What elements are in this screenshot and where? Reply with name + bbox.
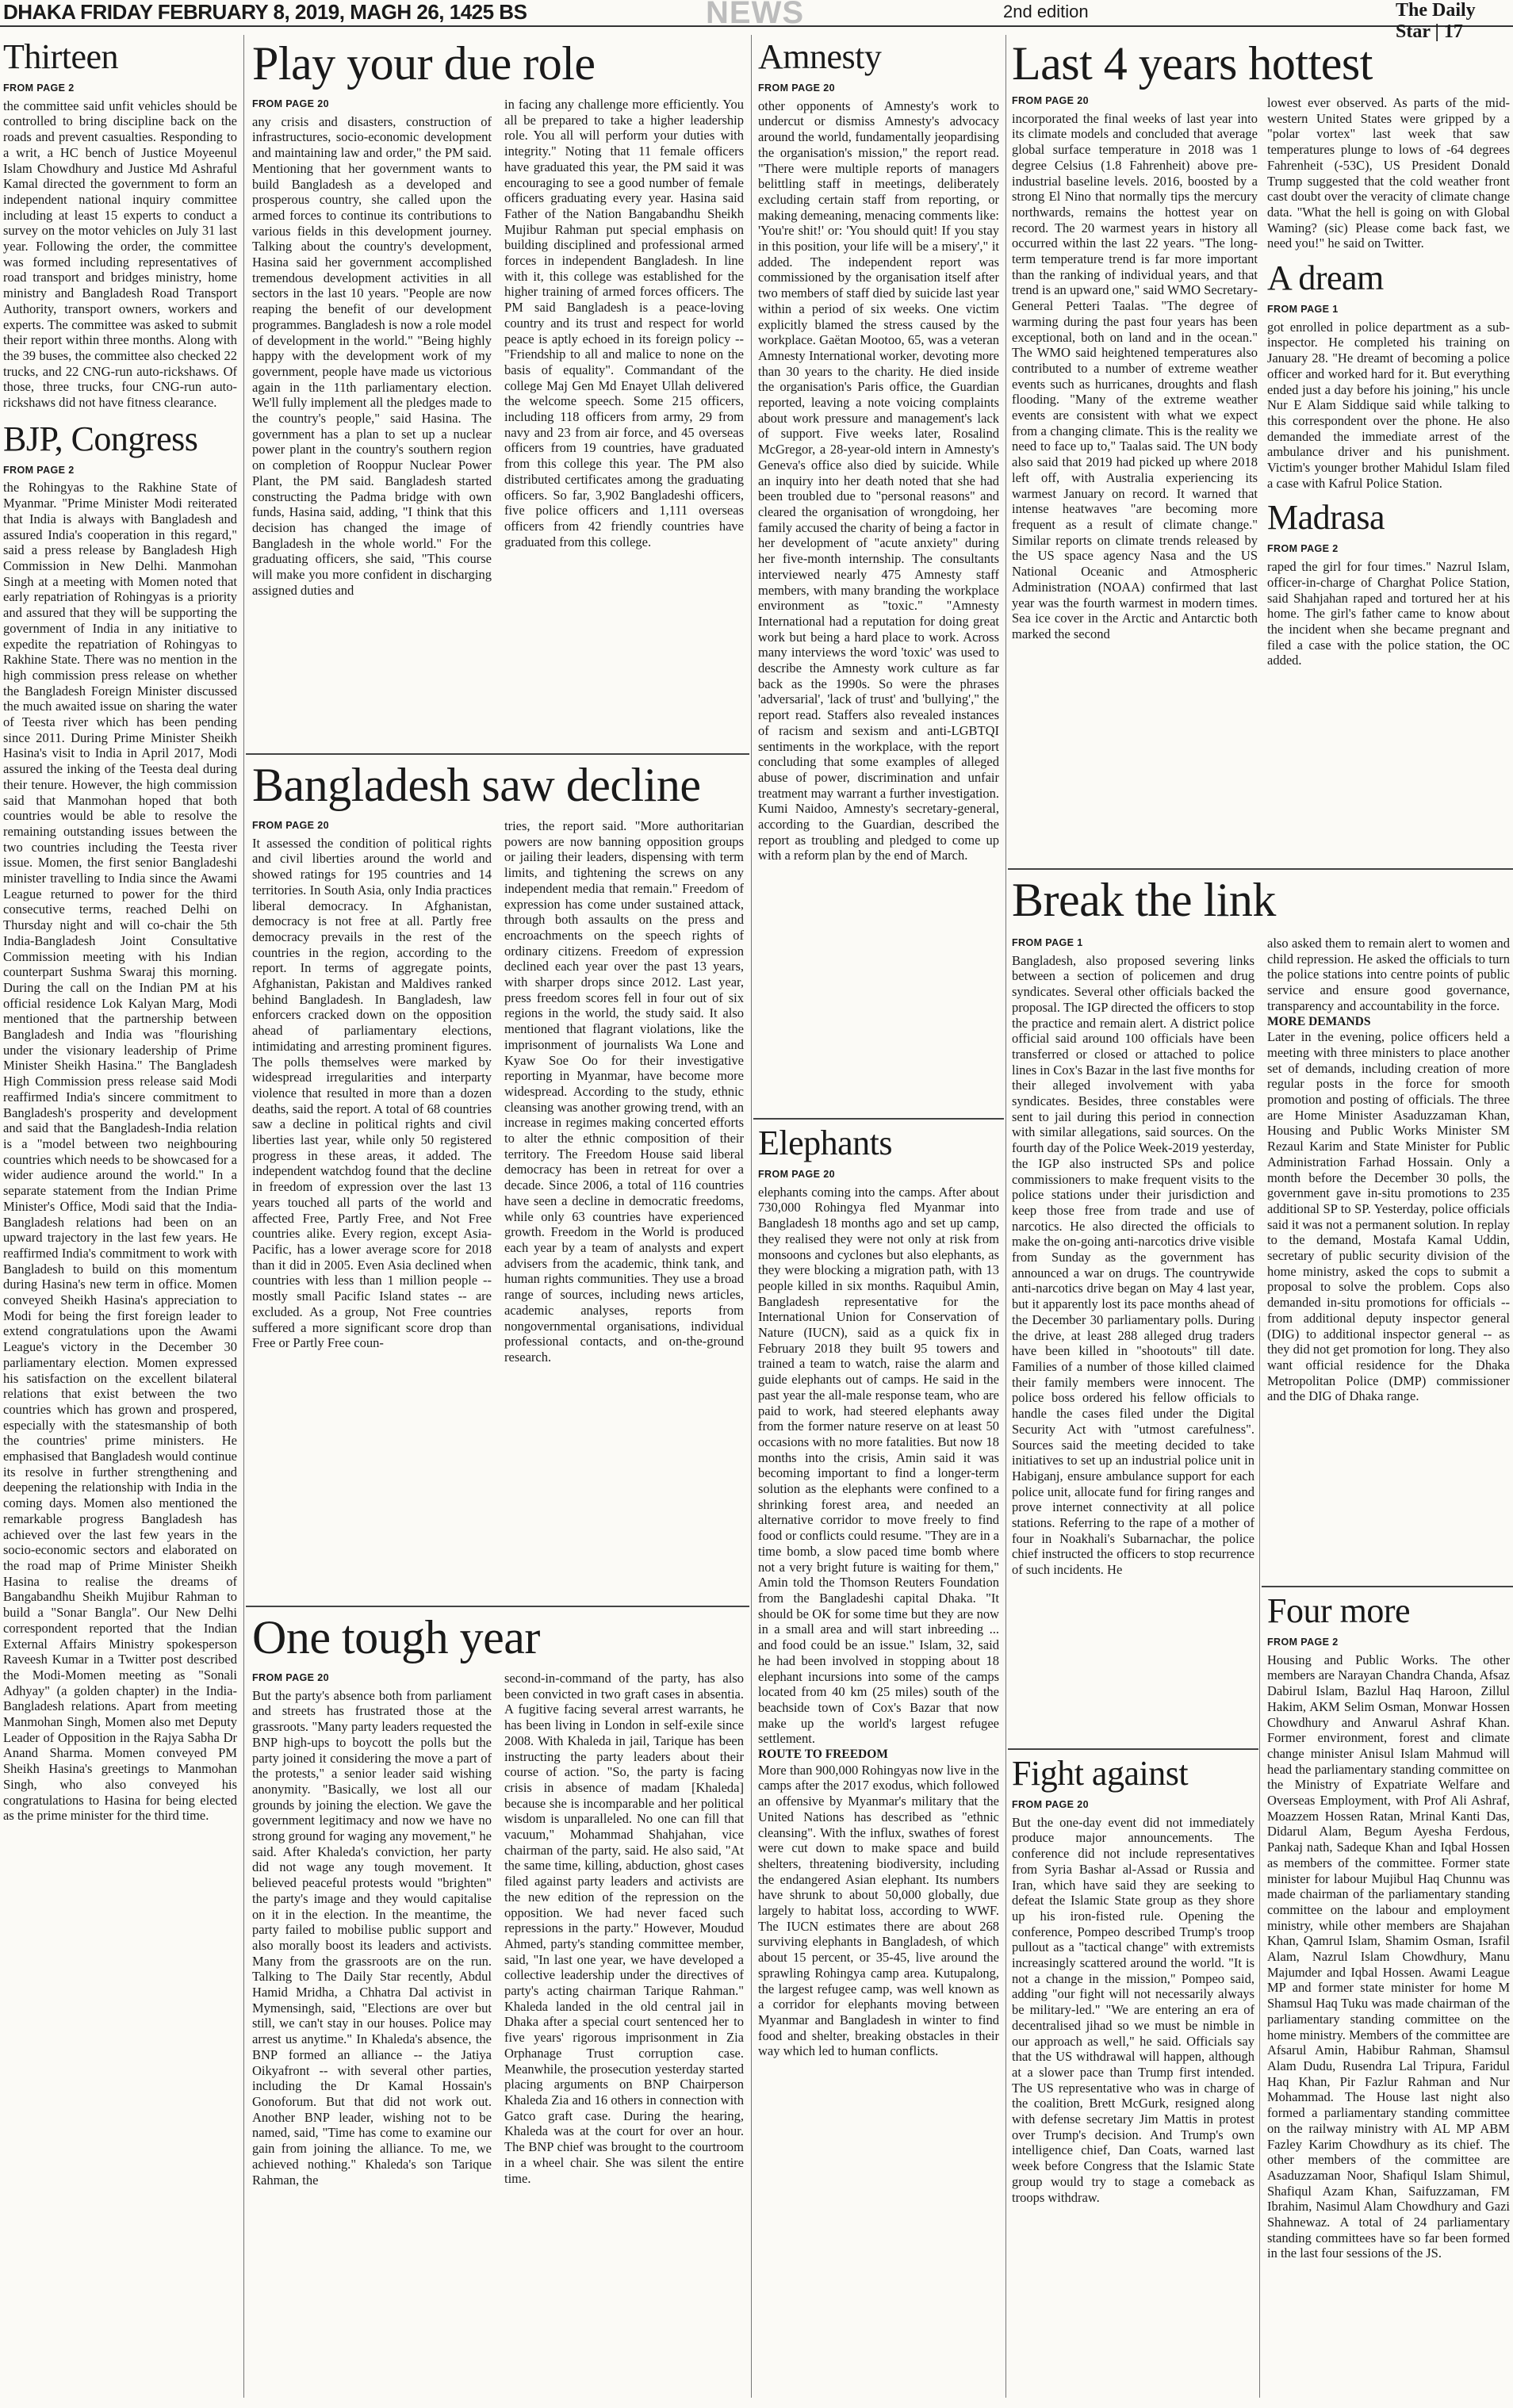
headline: One tough year xyxy=(252,1611,540,1663)
headline: Thirteen xyxy=(3,37,119,76)
jump-line: FROM PAGE 20 xyxy=(1012,1799,1089,1810)
jump-line: FROM PAGE 1 xyxy=(1012,937,1083,948)
headline: Break the link xyxy=(1012,874,1276,926)
article-body: Bangladesh, also proposed severing links between a section of policemen and drug syndicates. Several other officials backed the proposal. The IGP directed the officers to stop the practice and remain alert. A district police official said around 100 officials have been transferred or closed or attached to police lines in Cox's Bazar in the last five months for their alleged involvement with yaba syndicates. Besides, three constables were sent to jail during this period in connection with similar allegations, said sources. On the fourth day of the Police Week-2019 yesterday, the IGP also instructed SPs and police commissioners to make frequent visits to the police stations under their jurisdiction and keep those free from trade and use of narcotics. He also directed the officials to make the on-going anti-narcotics drive visible from Sunday as the government has announced a war on drugs. The countrywide anti-narcotics drive began on May 4 last year, but it apparently lost its pace months ahead of the December 30 parliamentary polls. During the drive, at least 288 alleged drug traders have been killed in "shootouts" till date. Families of a number of those killed claimed their family members were innocent. The police boss ordered his fellow officials to handle the cases filed under the Digital Security Act with "utmost carefulness". Sources said the meeting decided to take initiatives to set up an industrial police unit in Habiganj, ensure ambulance support for each police unit, allocate fund for firing ranges and prove internet connectivity at all police stations. Referring to the rape of a mother of four in Noakhali's Subarnachar, the police chief instructed the officers to stop recurrence of such incidents. He xyxy=(1012,952,1254,1578)
headline: Play your due role xyxy=(252,37,596,90)
article-body: the Rohingyas to the Rakhine State of Myanmar. "Prime Minister Modi reiterated that India is always with Bangladesh and assured India's cooperation in this regard," said a press release by Bangladesh High Commission in New Delhi. Manmohan Singh at a meeting with Momen noted that early repatriation of Rohingyas is a priority and assured that they will be supporting the government of India in any initiative to expedite the repatriation of Rohingyas to Rakhine State. There was no mention in the high commission press release on whether the Bangladesh Foreign Minister discussed the much awaited issue on sharing the water of Teesta river which has been pending since 2011. During Prime Minister Sheikh Hasina's visit to India in April 2017, Modi assured the inking of the Teesta deal during their tenure. However, the high commission said that Manmohan hoped that both countries would be able to resolve the remaining outstanding issues between the two countries including the Teesta river issue. Momen, the first senior Bangladeshi minister travelling to India since the Awami League returned to power for the third consecutive terms, reached Delhi on Thursday night and will co-chair the 5th India-Bangladesh Joint Consultative Commission meeting with his Indian counterpart Sushma Swaraj this morning. During the call on the Indian PM at his official residence Lok Kalyan Marg, Modi mentioned that the partnership between Bangladesh and India was "flourishing under the visionary leadership of Prime Minister Sheikh Hasina." The Bangladesh High Commission press release said Modi reaffirmed India's sincere commitment to Bangladesh's prosperity and development and said that the Bangladesh-India relation is a "model between two neighbouring countries which needs to be showcased for a wider audience around the world." In a separate statement from the Indian Prime Minister's Office, Modi said that the India-Bangladesh relations had been on an upward trajectory in the last few years. He reaffirmed India's commitment to work with Bangladesh to build on this momentum during Hasina's new term in office. Momen conveyed Sheikh Hasina's appreciation to Modi for being the first foreign leader to extend congratulations upon the Awami League's victory in the December 30 parliamentary election. Momen expressed his satisfaction on the excellent bilateral relations that exist between the two countries which has grown and prospered, especially with the statesmanship of both the countries' prime ministers. He emphasised that Bangladesh would continue its resolve in further strengthening and deepening the relationship with India in the coming days. Momen also mentioned the remarkable progress Bangladesh has achieved over the last few years in the socio-economic sectors and elaborated on the road map of Prime Minister Sheikh Hasina to realise the dreams of Bangabandhu Sheikh Mujibur Rahman to build a "Sonar Bangla". Our New Delhi correspondent reported that the Indian External Affairs Ministry spokesperson Raveesh Kumar in a Twitter post described the Modi-Momen meeting as "Sonali Adhyay" (a golden chapter) in the India-Bangladesh relations. Apart from meeting Manmohan Singh, Momen also met Deputy Leader of Opposition in the Rajya Sabha Dr Anand Sharma. Momen conveyed PM Sheikh Hasina's greetings to Manmohan Singh, who also conveyed his congratulations to Hasina for being elected as the prime minister for the third time. xyxy=(3,480,237,1824)
article-body: lowest ever observed. As parts of the mid-western United States were gripped by a "polar vortex" last week that saw temperatures plunge to lows of -64 degrees Fahrenheit (-53C), US President Donald Trump suggested that the cold weather front cast doubt over the veracity of climate change data. "What the hell is going on with Global Waming? (sic) Please come back fast, we need you!" he said on Twitter. xyxy=(1267,95,1510,251)
article-body: in facing any challenge more efficiently. You all be prepared to take a higher leadership role. You all will perform your duties with integrity." Noting that 11 female officers have graduated this year, the PM said it was encouraging to see a good number of female officers graduating every year. Hasina said Father of the Nation Bangabandhu Sheikh Mujibur Rahman put special emphasis on building disciplined and professional armed forces in independent Bangladesh. In line with it, this college was established for the higher training of armed forces officers. The PM said Bangladesh is a peace-loving country and its trust and respect for world peace is aptly echoed in its foreign policy -- "Friendship to all and malice to none on the basis of equality". Commandant of the college Maj Gen Md Enayet Ullah delivered the welcome speech. Some 215 officers, including 118 officers from army, 29 from navy and 23 from air force, and 45 overseas officers from 19 countries, have graduated from this college this year. The PM also distributed certificates among the graduating officers. So far, 3,902 Bangladeshi officers, five police officers and 1,111 overseas officers from 42 friendly countries have graduated from this college. xyxy=(504,97,744,549)
headline: BJP, Congress xyxy=(3,419,198,458)
article-thirteen xyxy=(3,37,237,2395)
section-title: NEWS xyxy=(706,0,804,30)
dateline: DHAKA FRIDAY FEBRUARY 8, 2019, MAGH 26, 1425 BS xyxy=(3,0,527,24)
article-four xyxy=(1267,1591,1510,2395)
article-body: elephants coming into the camps. After about 730,000 Rohingya fled Myanmar into Bangladesh 18 months ago and set up camp, they realised they were not only at risk from monsoons and cyclones but also elephants, as they were blocking a migration path, with 13 people killed in six months. Raquibul Amin, Bangladesh representative for the International Union for Conservation of Nature (IUCN), said as a quick fix in February 2018 they built 95 towers and trained a team to watch, raise the alarm and guide elephants out of camps. He said in the past year the all-male response team, who are paid to work, had steered elephants away from the former nature reserve on at least 50 occasions with no more fatalities. But now 18 months into the crisis, Amin said it was becoming important to find a longer-term solution as the elephants were confined to a shrinking forest area, and needed an alternative corridor to move freely to find food or conflicts could resume. "They are in a time bomb, a slow paced time bomb where not a very bright future is waiting for them," Amin told the Thomson Reuters Foundation from the Bangladeshi capital Dhaka. "It should be OK for some time but they are now in a small area and will start inbreeding ... and food could be an issue." Islam, 32, said he had been involved in stopping about 18 elephant incursions into some of the camps located from 40 km (25 miles) south of the beachside town of Cox's Bazar that now make up the world's largest refugee settlement. xyxy=(758,1184,999,1747)
headline: Fight against xyxy=(1012,1754,1189,1793)
column-divider xyxy=(1005,35,1006,2398)
article-body: the committee said unfit vehicles should be controlled to bring discipline back on the roads and prevent casualties. Responding to a writ, a HC bench of Justice Moyeenul Islam Chowdhury and Justice Md Ashraful Kamal directed the government to form an independent national inquiry committee including at least 15 experts to conduct a survey on the motor vehicles on July 31 last year. Following the order, the committee was formed including representatives of road transport and bridges ministry, home ministry and Bangladesh Road Transport Authority, transport owners, workers and experts. The committee was asked to submit their report within three months. Along with the 39 buses, the committee also checked 22 trucks, and 22 CNG-run auto-rickshaws. Of those, three trucks, four CNG-run auto-rickshaws did not have fitness clearance. xyxy=(3,98,237,411)
jump-line: FROM PAGE 2 xyxy=(3,82,75,94)
article-body: incorporated the final weeks of last year into its climate models and concluded that average global surface temperature in 2018 was 1 degree Celsius (1.8 Fahrenheit) above pre-industrial baseline levels. 2016, boosted by a strong El Nino that normally tips the mercury northwards, remains the hottest year on record. The 20 warmest years in history all occurred within the last 22 years. "The long-term temperature trend is far more important than the ranking of individual years, and that trend is an upward one," said WMO Secretary-General Petteri Taalas. "The degree of warming during the past four years has been exceptional, both on land and in the ocean." The WMO said heightened temperatures also contributed to a number of extreme weather events such as hurricanes, droughts and flash flooding. "Many of the extreme weather events are consistent with what we expect from a changing climate. This is the reality we need to face up to," Taalas said. The UN body also said that 2019 had picked up where 2018 left off, with Australia experiencing its warmest January on record. It warned that intense heatwaves "are becoming more frequent as a result of climate change." Similar reports on climate trends released by the US space agency Nasa and the US National Oceanic and Atmospheric Administration (NOAA) confirmed that last year was the fourth warmest in modern times. Sea ice cover in the Arctic and Antarctic both marked the second xyxy=(1012,110,1258,641)
article-body: But the one-day event did not immediately produce major announcements. The conference did not include representatives from Syria Bashar al-Assad or Russia and Iran, which have said they are seeking to defeat the Islamic State group as they shore up his iron-fisted rule. Opening the conference, Pompeo described Trump's troop pullout as a "tactical change" with extremists increasingly scattered around the world. "It is not a change in the mission," Pompeo said, adding "our fight will not necessarily always be military-led." "We are entering an era of decentralised jihad so we must be nimble in our approach as well," he said. Officials say that the US withdrawal will happen, although at a slower pace than Trump first intended. The US representative who was in charge of the coalition, Brett McGurk, resigned along with defense secretary Jim Mattis in protest over Trump's decision. And Trump's own intelligence chief, Dan Coats, warned last week before Congress that the Islamic State group would try to stage a comeback as troops withdraw. xyxy=(1012,1814,1254,2205)
article-link-header xyxy=(1012,876,1511,924)
headline: Four more xyxy=(1267,1591,1411,1630)
jump-line: FROM PAGE 20 xyxy=(252,820,329,831)
article-hottest-continued xyxy=(1267,95,1510,860)
column-divider xyxy=(751,35,752,2398)
article-decline xyxy=(252,761,744,1598)
article-amnesty xyxy=(758,37,999,1110)
article-divider xyxy=(246,753,749,755)
headline: Elephants xyxy=(758,1124,893,1162)
jump-line: FROM PAGE 2 xyxy=(1267,543,1339,555)
article-body: Later in the evening, police officers held a meeting with three ministers to place another set of demands, including creation of more regular posts in the force for smooth promotion and posting of officials. The three are Home Minister Asaduzzaman Khan, Housing and Public Works Minister SM Rezaul Karim and State Minister for Public Administration Farhad Hossain. Only a month before the December 30 polls, the government gave in-situ promotions to 235 additional SP to SP. Yesterday, police officials said it was not a permanent solution. In replay to the demand, Mostafa Kamal Uddin, secretary of public security division of the home ministry, asked the cops to submit a proposal to solve the problem. Cops also demanded in-situ promotions for officials -- from additional deputy inspector general (DIG) to additional inspector general -- as they did not get promotion for long. They also want official residence for the Dhaka Metropolitan Police (DMP) commissioner and the DIG of Dhaka range. xyxy=(1267,1029,1510,1404)
article-link xyxy=(1012,929,1254,1742)
article-divider xyxy=(1008,868,1513,870)
article-body: Housing and Public Works. The other members are Narayan Chandra Chanda, Afsaz Dabirul Islam, Bazlul Haq Haroon, Zillul Hakim, AKM Selim Osman, Monwar Hossen Chowdhury and Anwarul Ashraf Khan. Former environment, forest and climate change minister Anisul Islam Mahmud will head the parliamentary standing committee on the Ministry of Expatriate Welfare and Overseas Employment, with Prof Ali Ashraf, Moazzem Hossen Ratan, Mrinal Kanti Das, Didarul Alam, Begum Ayesha Ferdous, Pankaj nath, Sadeque Khan and Iqbal Hossen as members of the committee. Former state minister for labour Mujibul Haq Chunnu was made chairman of the parliamentary standing committee on the labour and employment ministry, while other members are Shajahan Khan, Qamrul Islam, Shamim Osman, Israfil Alam, Nazrul Islam Chowdhury, Manu Majumder and Iqbal Hossen. Awami League MP and former state minister for home M Shamsul Haq Tuku was made chairman of the parliamentary standing committee on the home ministry. Members of the committee are Afsarul Amin, Habibur Rahman, Shamsul Alam Dudu, Rusendra Lal Tripura, Faridul Haq Khan, Pir Fazlur Rahman and Nur Mohammad. The House last night also formed a parliamentary standing committee on the railway ministry with AL MP ABM Fazley Karim Chowdhury as its chief. The other members of the committee are Asaduzzaman Noor, Shafiqul Islam Shimul, Shafiqul Azam Khan, Saifuzzaman, FM Ibrahim, Nasimul Alam Chowdhury and Gazi Shahnewaz. A total of 24 parliamentary standing committees have so far been formed in the last four sessions of the JS. xyxy=(1267,1652,1510,2261)
article-body: also asked them to remain alert to women and child repression. He asked the officials to turn the police stations into centre points of public service and ensure good governance, transparency and accountability in the force. xyxy=(1267,936,1510,1013)
article-divider xyxy=(1262,1586,1513,1587)
article-body: It assessed the condition of political rights and civil liberties around the world and showed ratings for 195 countries and 14 territories. In South Asia, only India practices liberal democracy. In Afghanistan, democracy is not free at all. Partly free democracy prevails in the rest of the countries in the region, according to the report. In terms of aggregate points, Afghanistan, Pakistan and Maldives ranked behind Bangladesh. In Bangladesh, law enforcers cracked down on the opposition ahead of parliamentary elections, intimidating and arresting prominent figures. The polls themselves were marked by widespread irregularities and interparty violence that resulted in more than a dozen deaths, said the report. A total of 68 countries saw a decline in political rights and civil liberties last year, while only 50 registered progress in these areas, it added. The independent watchdog found that the decline in freedom of expression over the last 13 years touched all parts of the world and affected Free, Partly Free, and Not Free countries alike. Every region, except Asia-Pacific, has a lower average score for 2018 than it did in 2005. Even Asia declined when countries with less than 1 million people -- mostly small Pacific Island states -- are excluded. As a group, Not Free countries suffered a more significant score drop than Free or Partly Free coun- xyxy=(252,835,492,1351)
jump-line: FROM PAGE 20 xyxy=(1012,95,1089,106)
article-tough xyxy=(252,1611,744,2395)
jump-line: FROM PAGE 20 xyxy=(252,98,329,109)
subheading: ROUTE TO FREEDOM xyxy=(758,1748,888,1762)
headline: Amnesty xyxy=(758,37,882,76)
page-header xyxy=(0,0,1513,42)
headline: A dream xyxy=(1267,258,1384,298)
headline: Madrasa xyxy=(1267,498,1385,538)
article-divider xyxy=(753,1118,1004,1120)
article-fight xyxy=(1012,1756,1254,2395)
jump-line: FROM PAGE 1 xyxy=(1267,304,1339,316)
column-divider xyxy=(1259,1316,1260,2398)
article-body: other opponents of Amnesty's work to undercut or dismiss Amnesty's advocacy around the world, fundamentally jeopardising the organisation's mission," the report read. "There were multiple reports of managers belittling staff in meetings, deliberately excluding certain staff from reporting, or making demeaning, menacing comments like: 'You're shit!' or: 'You should quit! If you stay in this position, your life will be a misery'," it added. The independent report was commissioned by the organisation itself after two members of staff died by suicide last year within a period of six weeks. One victim explicitly blamed the stress caused by the workplace. Gaëtan Mootoo, 65, was a veteran Amnesty International worker, devoting more than 30 years to the charity. He died inside the organisation's Paris office, the Guardian reported, leaving a note voicing complaints about work pressure and management's lack of support. Five weeks later, Rosalind McGregor, a 28-year-old intern in Amnesty's Geneva's office also died by suicide. While an inquiry into her death noted that she had been troubled due to "personal reasons" and cleared the organisation of wrongdoing, her family accused the charity of being a factor in her development of "acute anxiety" during her five-month internship. The consultants interviewed nearly 475 Amnesty staff members, with many branding the workplace environment as "toxic." "Amnesty International had a reputation for doing great work but being a hard place to work. Across many interviews the word 'toxic' was used to describe the Amnesty work culture as far back as the 1990s. So were the phrases 'adversarial', 'lack of trust' and 'bullying'," the report read. Staffers also revealed instances of racism and sexism and anti-LGBTQI sentiments in the workplace, with the report concluding that some examples of alleged abuse of power, discrimination and unfair treatment may warrant a further investigation. Kumi Naidoo, Amnesty's secretary-general, according to the Guardian, described the report as troubling and pledged to come up with a reform plan by the end of March. xyxy=(758,98,999,863)
masthead-page-number: The Daily Star | 17 xyxy=(1396,0,1476,42)
article-body: More than 900,000 Rohingyas now live in the camps after the 2017 exodus, which followed an offensive by Myanmar's military that the United Nations has described as "ethnic cleansing". With the influx, swathes of forest were cut down to make space and build shelters, threatening biodiversity, including the endangered Asian elephant. Its numbers have shrunk to about 50,000 globally, due largely to habitat loss, according to WWF. The IUCN estimates there are about 268 surviving elephants in Bangladesh, of which about 15 percent, or 35-45, live around the sprawling Rohingya camp area. Kutupalong, the largest refugee camp, was well known as a corridor for elephants moving between Myanmar and Bangladesh in winter to find food and shelter, breaking obstacles in their way which led to human conflicts. xyxy=(758,1762,999,2059)
headline: Last 4 years hottest xyxy=(1012,37,1373,90)
article-divider xyxy=(246,1606,749,1607)
article-link-continued xyxy=(1267,936,1510,1582)
column-divider xyxy=(243,35,244,2398)
subheading: MORE DEMANDS xyxy=(1267,1014,1371,1028)
jump-line: FROM PAGE 20 xyxy=(758,1169,835,1180)
jump-line: FROM PAGE 2 xyxy=(1267,1637,1339,1648)
article-body: tries, the report said. "More authoritarian powers are now banning opposition groups or jailing their leaders, dispensing with term limits, and tightening the screws on any independent media that remain." Freedom of expression has come under sustained attack, through both assaults on the press and encroachments on the speech rights of ordinary citizens. Freedom of expression declined each year over the past 13 years, with sharper drops since 2012. Last year, press freedom scores fell in four out of six regions in the world, the study said. It also mentioned that flagrant violations, like the imprisonment of journalists Wa Lone and Kyaw Soe Oo for their investigative reporting in Myanmar, have become more widespread. According to the study, ethnic cleansing was another growing trend, with an increase in regimes making concerted efforts to alter the ethnic composition of their territory. The Freedom House said liberal democracy has been in retreat for over a decade. Since 2006, a total of 116 countries have seen a decline in democratic freedoms, while only 63 countries have experienced growth. Freedom in the World is produced each year by a team of analysts and expert advisers from the academic, think tank, and human rights communities. They use a broad range of sources, including news articles, academic analyses, reports from nongovernmental organisations, individual professional contacts, and on-the-ground research. xyxy=(504,818,744,1365)
jump-line: FROM PAGE 20 xyxy=(252,1672,329,1683)
article-play xyxy=(252,37,744,745)
jump-line: FROM PAGE 20 xyxy=(758,82,835,94)
article-body: But the party's absence both from parliament and streets has frustrated those at the grassroots. "Many party leaders requested the BNP high-ups to boycott the polls but the party joined it considering the move a part of the protests," a senior leader said wishing anonymity. "Basically, we lost all our grounds by joining the election. We gave the government legitimacy and now we have no strong ground for waging any movement," he said. After Khaleda's conviction, her party did not wage any tough movement. It believed peaceful protests would "brighten" the party's image and they would capitalise on it in the election. In the meantime, the party failed to mobilise public support and also morally boost its leaders and activists. Many from the grassroots are on the run. Talking to The Daily Star recently, Abdul Hamid Mridha, a Chhatra Dal activist in Mymensingh, said, "Elections are over but still, we can't stay in our houses. Police may arrest us anytime." In Khaleda's absence, the BNP formed an alliance -- the Jatiya Oikyafront -- with several other parties, including the Dr Kamal Hossain's Gonoforum. But that did not work out. Another BNP leader, wishing not to be named, said, "Time has come to examine our gain from joining the alliance. To me, we achieved nothing." Khaleda's son Tarique Rahman, the xyxy=(252,1687,492,2188)
jump-line: FROM PAGE 2 xyxy=(3,464,75,476)
article-body: second-in-command of the party, has also been convicted in two graft cases in absentia. A fugitive facing several arrest warrants, he has been living in London in self-exile since 2008. With Khaleda in jail, Tarique has been instructing the party leaders about their course of action. "So, the party is facing crisis in absence of madam [Khaleda] because she is incomparable and her political wisdom is unparalleled. No one can fill that vacuum," Mohammad Shahjahan, vice chairman of the party, said. He also said, "At the same time, killing, abduction, ghost cases filed against party leaders and activists are the new edition of the repression on the opposition. We had never faced such repressions in the party." However, Moudud Ahmed, party's standing committee member, said, "In last one year, we have developed a collective leadership under the directives of party's acting chairman Tarique Rahman." Khaleda landed in the old central jail in Dhaka after a special court sentenced her to five years' rigorous imprisonment in Zia Orphanage Trust corruption case. Meanwhile, the prosecution yesterday started placing arguments on BNP Chairperson Khaleda Zia and 16 others in connection with Gatco graft case. During the hearing, Khaleda was at the court for over an hour. The BNP chief was brought to the courtroom in a wheel chair. She was silent the entire time. xyxy=(504,1671,744,2186)
article-body: got enrolled in police department as a sub-inspector. He completed his training on January 28. "He dreamt of becoming a police officer and worked hard for it. But everything ended just a day before his joining," his uncle Nur E Alam Siddique said while talking to this correspondent over the phone. He also demanded the immediate arrest of the ambulance driver and his punishment. Victim's younger brother Mahidul Islam filed a case with Kafrul Police Station. xyxy=(1267,319,1510,491)
headline: Bangladesh saw decline xyxy=(252,759,701,811)
article-elephants xyxy=(758,1126,999,2395)
article-body: any crisis and disasters, construction of infrastructures, socio-economic development and maintaining law and order," the PM said. Mentioning that her government wants to build Bangladesh as a developed and prosperous country, she called upon the armed forces to continue its contributions to various fields in this development journey. Talking about the country's development, Hasina said her government accomplished tremendous development activities in all sectors in the last 10 years. "People are now reaping the benefit of our development programmes. Bangladesh is now a role model of development in the world." "Being highly happy with the development work of my government, people have made us victorious again in the 11th parliamentary election. We'll fully implement all the pledges made to the country's people," said Hasina. The government has a plan to set up a nuclear power plant in the country's southern region on completion of Rooppur Nuclear Power Plant, the PM said. Bangladesh started constructing the Padma bridge with own funds, Hasina said, adding, "I think that this decision has changed the image of Bangladesh in the whole world." For the graduating officers, she said, "This course will make you more confident in discharging assigned duties and xyxy=(252,113,492,598)
article-divider xyxy=(1008,1748,1258,1750)
article-body: raped the girl for four times." Nazrul Islam, officer-in-charge of Charghat Police Station, said Shahjahan raped and tortured her at his home. The girl's father came to know about the incident when she became pregnant and filed a case with the police station, the OC added. xyxy=(1267,559,1510,668)
edition-label: 2nd edition xyxy=(1003,2,1089,21)
